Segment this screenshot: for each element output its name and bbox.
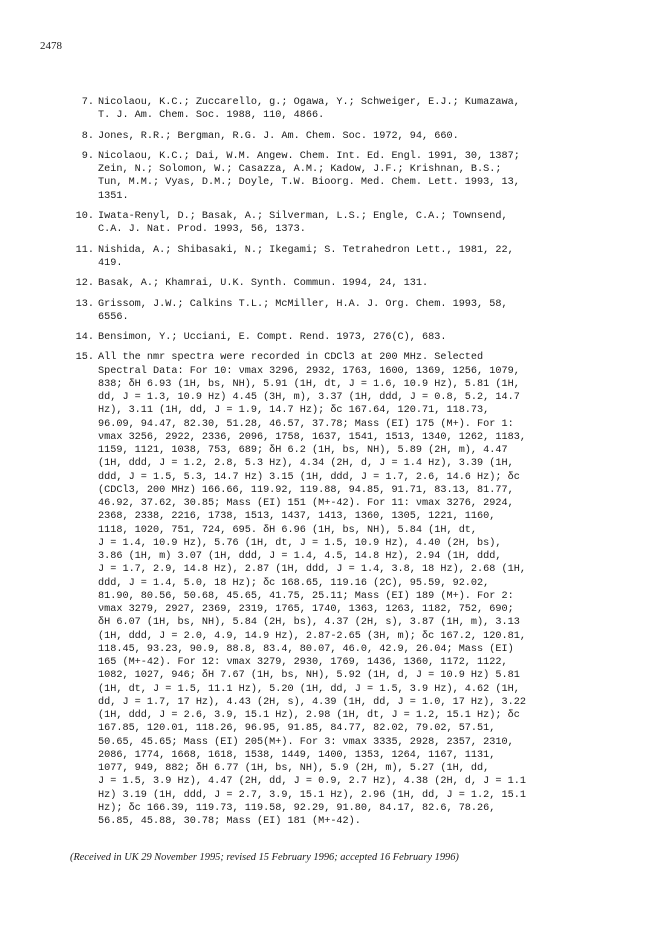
reference-line: 81.90, 80.56, 50.68, 45.65, 41.75, 25.11; Mass (EI) 189 (M+). For 2: bbox=[98, 590, 514, 602]
reference-line: νmax 3279, 2927, 2369, 2319, 1765, 1740, 1363, 1263, 1182, 752, 690; bbox=[98, 604, 514, 616]
reference-line: J = 1.5, 3.9 Hz), 4.47 (2H, dd, J = 0.9, 2.7 Hz), 4.38 (2H, d, J = 1.1 bbox=[98, 776, 526, 788]
reference-line: ddd, J = 1.5, 5.3, 14.7 Hz) 3.15 (1H, ddd, J = 1.7, 2.6, 14.6 Hz); δc bbox=[98, 471, 520, 483]
reference-line: 46.92, 37.62, 30.85; Mass (EI) 151 (M+-42). For 11: νmax 3276, 2924, bbox=[98, 498, 514, 510]
reference-line: δH 6.07 (1H, bs, NH), 5.84 (2H, bs), 4.37 (2H, s), 3.87 (1H, m), 3.13 bbox=[98, 617, 520, 629]
reference-line: 838; δH 6.93 (1H, bs, NH), 5.91 (1H, dt, J = 1.6, 10.9 Hz), 5.81 (1H, bbox=[98, 378, 520, 390]
reference-item bbox=[72, 150, 620, 203]
reference-line: 50.65, 45.65; Mass (EI) 205(M+). For 3: νmax 3335, 2928, 2357, 2310, bbox=[98, 736, 514, 748]
reference-item bbox=[72, 331, 620, 344]
reference-line: dd, J = 1.3, 10.9 Hz) 4.45 (3H, m), 3.37 (1H, ddd, J = 0.8, 5.2, 14.7 bbox=[98, 392, 520, 404]
reference-line: Jones, R.R.; Bergman, R.G. J. Am. Chem. Soc. 1972, 94, 660. bbox=[98, 130, 459, 142]
reference-line: νmax 3256, 2922, 2336, 2096, 1758, 1637, 1541, 1513, 1340, 1262, 1183, bbox=[98, 431, 526, 443]
reference-line: J = 1.4, 10.9 Hz), 5.76 (1H, dt, J = 1.5, 10.9 Hz), 4.40 (2H, bs), bbox=[98, 537, 502, 549]
reference-item bbox=[72, 210, 620, 237]
reference-number: 11. bbox=[75, 244, 94, 256]
reference-number: 13. bbox=[75, 298, 94, 310]
page-number: 2478 bbox=[40, 40, 62, 52]
reference-line: 56.85, 45.88, 30.78; Mass (EI) 181 (M+-42). bbox=[98, 816, 361, 828]
reference-list bbox=[72, 96, 620, 835]
reference-line: 1351. bbox=[98, 190, 129, 202]
reference-line: dd, J = 1.7, 17 Hz), 4.43 (2H, s), 4.39 (1H, dd, J = 1.0, 17 Hz), 3.22 bbox=[98, 696, 526, 708]
reference-line: Iwata-Renyl, D.; Basak, A.; Silverman, L.S.; Engle, C.A.; Townsend, bbox=[98, 211, 508, 223]
reference-line: Nicolaou, K.C.; Dai, W.M. Angew. Chem. Int. Ed. Engl. 1991, 30, 1387; bbox=[98, 150, 520, 162]
reference-line: Hz); δc 166.39, 119.73, 119.58, 92.29, 91.80, 84.17, 82.6, 78.26, bbox=[98, 802, 496, 814]
reference-line: Tun, M.M.; Vyas, D.M.; Doyle, T.W. Bioorg. Med. Chem. Lett. 1993, 13, bbox=[98, 177, 520, 189]
reference-line: 6556. bbox=[98, 311, 129, 323]
reference-line: All the nmr spectra were recorded in CDCl3 at 200 MHz. Selected bbox=[98, 352, 484, 364]
reference-line: C.A. J. Nat. Prod. 1993, 56, 1373. bbox=[98, 224, 306, 236]
reference-line: Hz), 3.11 (1H, dd, J = 1.9, 14.7 Hz); δc 167.64, 120.71, 118.73, bbox=[98, 405, 490, 417]
reference-item bbox=[72, 96, 620, 123]
reference-number: 10. bbox=[75, 211, 94, 223]
reference-line: T. J. Am. Chem. Soc. 1988, 110, 4866. bbox=[98, 110, 325, 122]
reference-line: Nicolaou, K.C.; Zuccarello, g.; Ogawa, Y.; Schweiger, E.J.; Kumazawa, bbox=[98, 97, 520, 108]
reference-line: 1077, 949, 882; δH 6.77 (1H, bs, NH), 5.9 (2H, m), 5.27 (1H, dd, bbox=[98, 763, 490, 775]
reference-item bbox=[72, 298, 620, 325]
reference-line: (1H, dt, J = 1.5, 11.1 Hz), 5.20 (1H, dd, J = 1.5, 3.9 Hz), 4.62 (1H, bbox=[98, 683, 520, 695]
received-dates: (Received in UK 29 November 1995; revised 15 February 1996; accepted 16 February 1996) bbox=[70, 852, 459, 863]
reference-line: 419. bbox=[98, 257, 123, 269]
reference-line: (CDCl3, 200 MHz) 166.66, 119.92, 119.88, 94.85, 91.71, 83.13, 81.77, bbox=[98, 484, 514, 496]
reference-line: 167.85, 120.01, 118.26, 96.95, 91.85, 84.77, 82.02, 79.02, 57.51, bbox=[98, 723, 496, 735]
reference-line: 165 (M+-42). For 12: νmax 3279, 2930, 1769, 1436, 1360, 1172, 1122, bbox=[98, 657, 508, 669]
reference-line: Basak, A.; Khamrai, U.K. Synth. Commun. 1994, 24, 131. bbox=[98, 278, 429, 290]
reference-number: 12. bbox=[75, 278, 94, 290]
reference-item bbox=[72, 244, 620, 271]
reference-line: 2368, 2338, 2216, 1738, 1513, 1437, 1413, 1360, 1305, 1221, 1160, bbox=[98, 511, 496, 523]
reference-line: Hz) 3.19 (1H, ddd, J = 2.7, 3.9, 15.1 Hz), 2.96 (1H, dd, J = 1.2, 15.1 bbox=[98, 789, 526, 801]
reference-line: 2086, 1774, 1668, 1618, 1538, 1449, 1400, 1353, 1264, 1167, 1131, bbox=[98, 749, 496, 761]
reference-item bbox=[72, 277, 620, 290]
reference-line: Bensimon, Y.; Ucciani, E. Compt. Rend. 1973, 276(C), 683. bbox=[98, 332, 447, 344]
reference-number: 14. bbox=[75, 332, 94, 344]
reference-line: (1H, ddd, J = 1.2, 2.8, 5.3 Hz), 4.34 (2H, d, J = 1.4 Hz), 3.39 (1H, bbox=[98, 458, 514, 470]
reference-line: J = 1.7, 2.9, 14.8 Hz), 2.87 (1H, ddd, J = 1.4, 3.8, 18 Hz), 2.68 (1H, bbox=[98, 564, 526, 576]
reference-number: 9. bbox=[81, 150, 94, 162]
reference-line: Zein, N.; Solomon, W.; Casazza, A.M.; Kadow, J.F.; Krishnan, B.S.; bbox=[98, 164, 502, 176]
reference-number: 15. bbox=[75, 352, 94, 364]
reference-number: 7. bbox=[81, 97, 94, 108]
reference-line: 1082, 1027, 946; δH 7.67 (1H, bs, NH), 5.92 (1H, d, J = 10.9 Hz) 5.81 bbox=[98, 670, 520, 682]
reference-number: 8. bbox=[81, 130, 94, 142]
reference-line: ddd, J = 1.4, 5.0, 18 Hz); δc 168.65, 119.16 (2C), 95.59, 92.02, bbox=[98, 577, 490, 589]
reference-line: 1159, 1121, 1038, 753, 689; δH 6.2 (1H, bs, NH), 5.89 (2H, m), 4.47 bbox=[98, 445, 508, 457]
reference-line: (1H, ddd, J = 2.6, 3.9, 15.1 Hz), 2.98 (1H, dt, J = 1.2, 15.1 Hz); δc bbox=[98, 710, 520, 722]
reference-line: 3.86 (1H, m) 3.07 (1H, ddd, J = 1.4, 4.5, 14.8 Hz), 2.94 (1H, ddd, bbox=[98, 551, 502, 563]
reference-line: (1H, ddd, J = 2.0, 4.9, 14.9 Hz), 2.87-2.65 (3H, m); δc 167.2, 120.81, bbox=[98, 630, 526, 642]
reference-line: Nishida, A.; Shibasaki, N.; Ikegami; S. Tetrahedron Lett., 1981, 22, bbox=[98, 244, 514, 256]
reference-line: 118.45, 93.23, 90.9, 88.8, 83.4, 80.07, 46.0, 42.9, 26.04; Mass (EI) bbox=[98, 643, 514, 655]
reference-item bbox=[72, 351, 620, 828]
reference-line: Spectral Data: For 10: νmax 3296, 2932, 1763, 1600, 1369, 1256, 1079, bbox=[98, 365, 520, 377]
reference-item bbox=[72, 130, 620, 143]
reference-line: 1118, 1020, 751, 724, 695. δH 6.96 (1H, bs, NH), 5.84 (1H, dt, bbox=[98, 524, 478, 536]
reference-line: Grissom, J.W.; Calkins T.L.; McMiller, H.A. J. Org. Chem. 1993, 58, bbox=[98, 298, 508, 310]
reference-line: 96.09, 94.47, 82.30, 51.28, 46.57, 37.78; Mass (EI) 175 (M+). For 1: bbox=[98, 418, 514, 430]
